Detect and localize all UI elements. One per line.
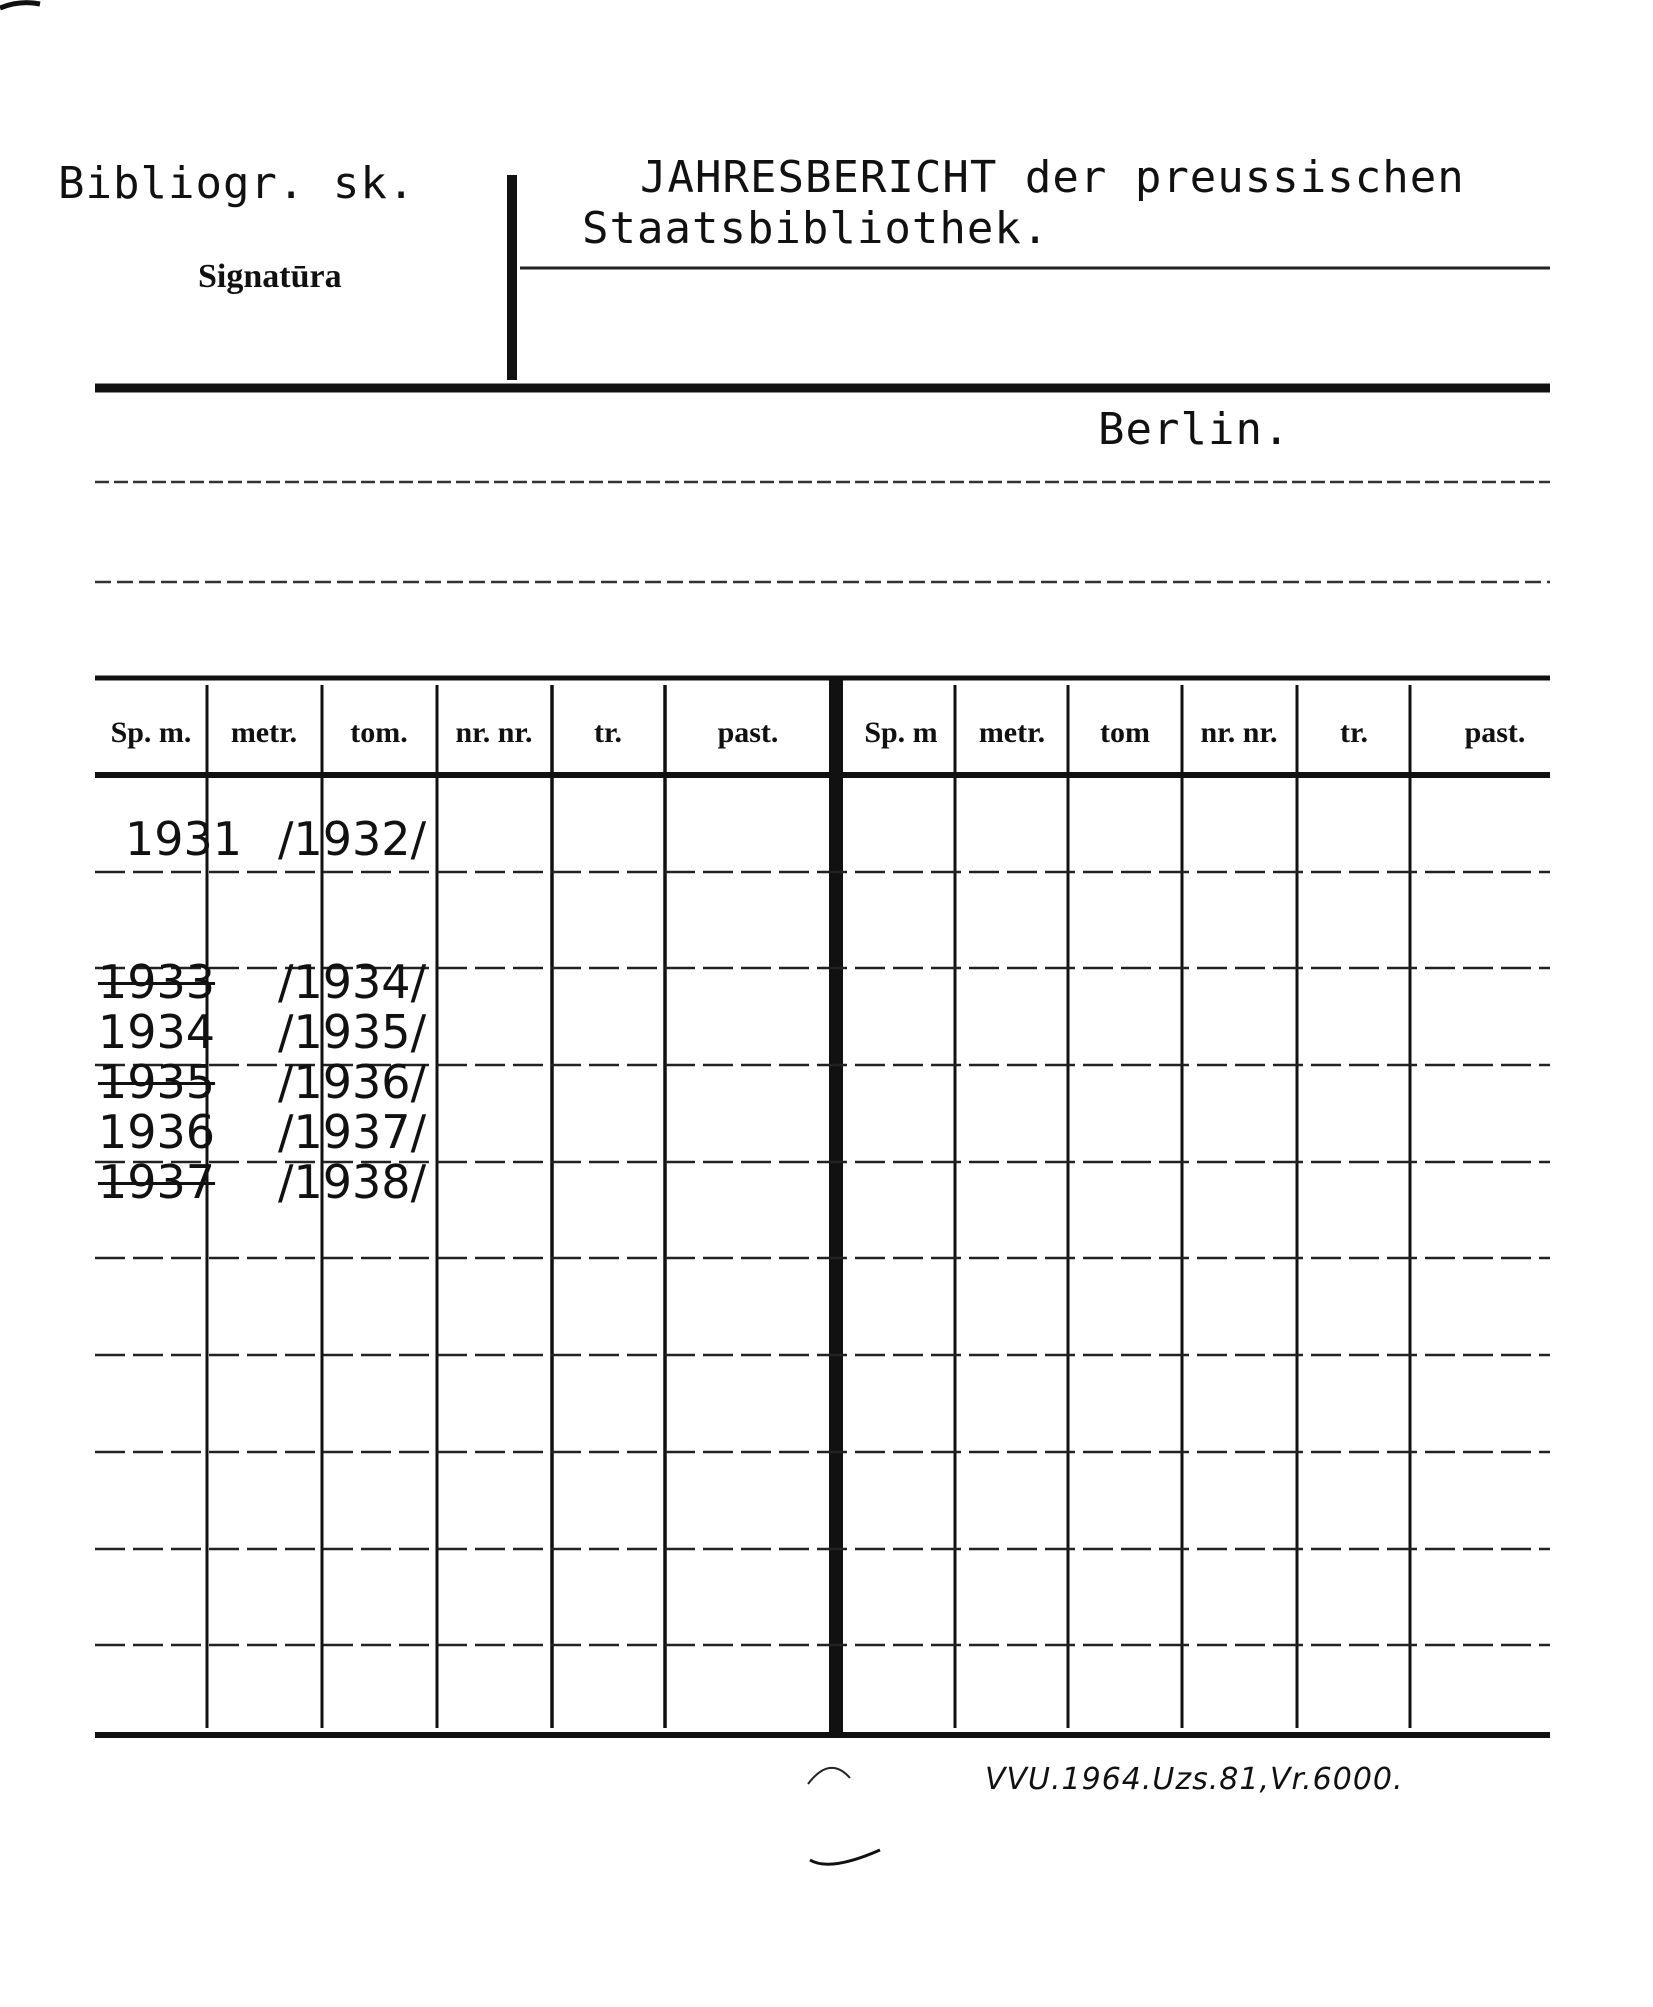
- footer-note: VVU.1964.Uzs.81,Vr.6000.: [985, 1762, 1404, 1797]
- call-number-label: Signatūra: [198, 258, 342, 295]
- holding-year: 1931: [125, 812, 243, 866]
- holding-volume: /1938/: [278, 1155, 427, 1209]
- holding-volume: /1934/: [278, 955, 427, 1009]
- holding-volume: /1936/: [278, 1055, 427, 1109]
- place-of-publication: Berlin.: [1098, 404, 1291, 455]
- holding-year: 1935: [98, 1055, 216, 1109]
- header-nr-nr: nr. nr.: [455, 716, 533, 749]
- header-sp-m: Sp. m: [864, 716, 938, 749]
- header-metr: metr.: [978, 716, 1046, 749]
- holding-year: 1936: [98, 1105, 216, 1159]
- header-past: past.: [1464, 716, 1526, 749]
- title-line-1: JAHRESBERICHT der preussischen: [640, 152, 1465, 203]
- holding-year: 1933: [98, 955, 216, 1009]
- header-tr: tr.: [1339, 716, 1369, 749]
- header-sp-m: Sp. m.: [110, 716, 192, 749]
- header-tom: tom.: [350, 716, 408, 749]
- holding-volume: /1935/: [278, 1005, 427, 1059]
- header-metr: metr.: [230, 716, 298, 749]
- call-number: Bibliogr. sk.: [58, 158, 416, 209]
- header-tr: tr.: [593, 716, 623, 749]
- header-past: past.: [717, 716, 779, 749]
- title-line-2: Staatsbibliothek.: [582, 203, 1050, 254]
- header-nr-nr: nr. nr.: [1200, 716, 1278, 749]
- header-tom: tom: [1100, 716, 1150, 749]
- holding-year: 1934: [98, 1005, 216, 1059]
- holding-volume: /1937/: [278, 1105, 427, 1159]
- holding-volume: /1932/: [278, 812, 427, 866]
- holding-year: 1937: [98, 1155, 216, 1209]
